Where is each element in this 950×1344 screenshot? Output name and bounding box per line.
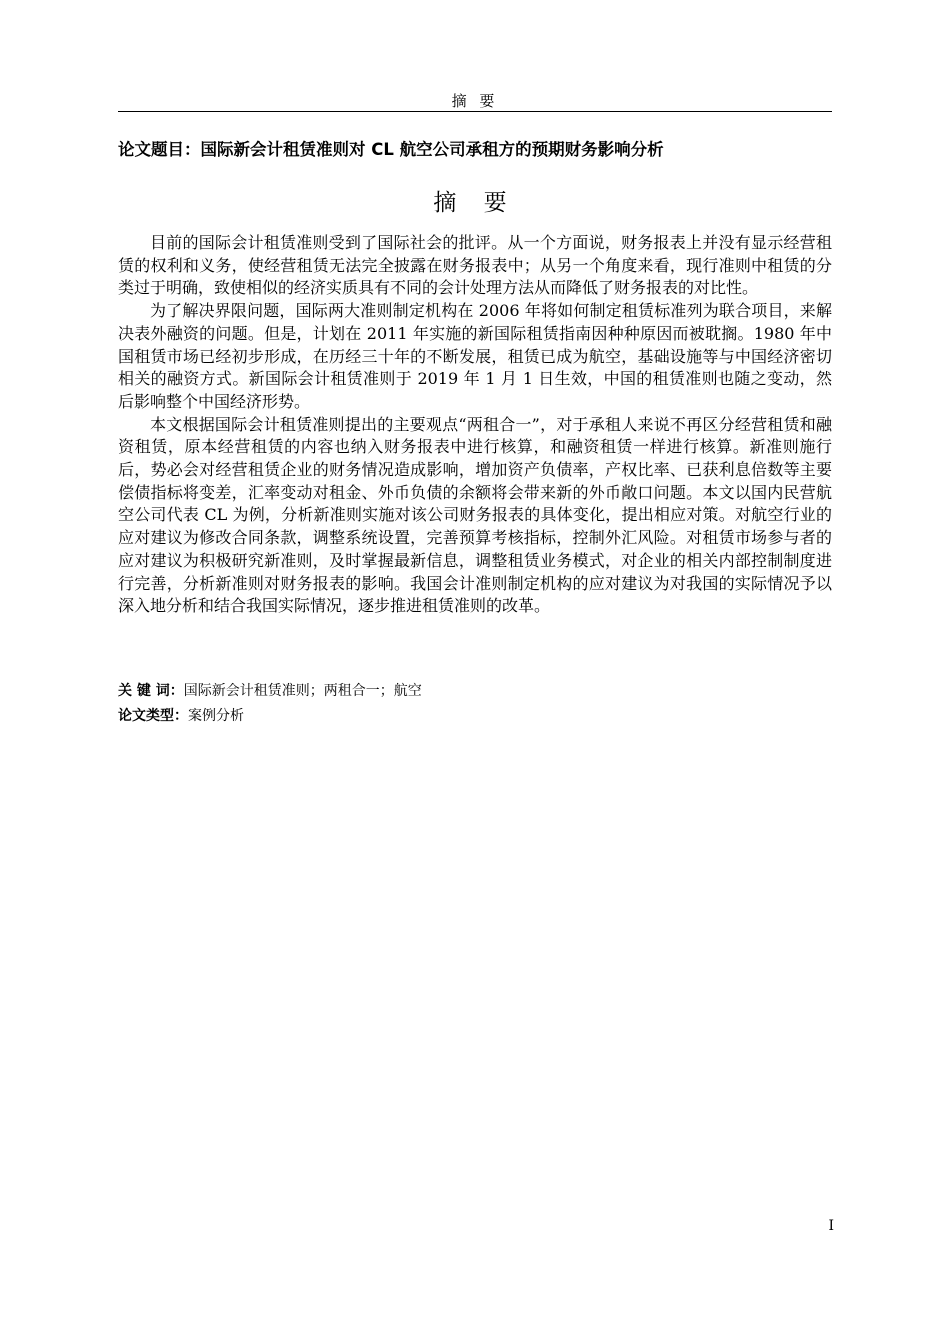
- keywords-line: [118, 680, 832, 700]
- page-number: I: [828, 1218, 834, 1234]
- abstract-body: [118, 232, 832, 618]
- thesis-title: 论文题目：国际新会计租赁准则对 CL 航空公司承租方的预期财务影响分析: [118, 140, 664, 159]
- paper-type-line: [118, 705, 832, 725]
- paper-type-value: 案例分析: [188, 708, 244, 724]
- running-header: 摘 要: [451, 92, 499, 110]
- keywords-value: 国际新会计租赁准则；两租合一；航空: [183, 683, 422, 699]
- abstract-heading: 摘 要: [433, 190, 517, 216]
- abstract-paragraph-1: 目前的国际会计租赁准则受到了国际社会的批评。从一个方面说，财务报表上并没有显示经营租赁的权利和义务，使经营租赁无法完全披露在财务报表中；从另一个角度来看，现行准则中租赁的分类过于明确，致使相似的经济实质具有不同的会计处理方法从而降低了财务报表的对比性。: [118, 233, 832, 298]
- paper-type-label: 论文类型：: [118, 708, 188, 724]
- keywords-label: 关 键 词：: [118, 683, 184, 699]
- abstract-paragraph-3: 本文根据国际会计租赁准则提出的主要观点“两租合一”，对于承租人来说不再区分经营租赁和融资租赁，原本经营租赁的内容也纳入财务报表中进行核算，和融资租赁一样进行核算。新准则施行后，势必会对经营租赁企业的财务情况造成影响，增加资产负债率，产权比率、已获利息倍数等主要偿债指标将变差，汇率变动对租金、外币负债的余额将会带来新的外币敞口问题。本文以国内民营航空公司代表 CL 为例，分析新准则实施对该公司财务报表的具体变化，提出相应对策。对航空行业的应对建议为修改合同条款，调整系统设置，完善预算考核指标，控制外汇风险。对租赁市场参与者的应对建议为积极研究新准则，及时掌握最新信息，调整租赁业务模式，对企业的相关内部控制制度进行完善，分析新准则对财务报表的影响。我国会计准则制定机构的应对建议为对我国的实际情况予以深入地分析和结合我国实际情况，逐步推进租赁准则的改革。: [118, 414, 832, 616]
- abstract-paragraph-2: 为了解决界限问题，国际两大准则制定机构在 2006 年将如何制定租赁标准列为联合项目，来解决表外融资的问题。但是，计划在 2011 年实施的新国际租赁指南因种种原因而被耽搁。1980 年中国租赁市场已经初步形成，在历经三十年的不断发展，租赁已成为航空，基础设施等与中国经济密切相关的融资方式。新国际会计租赁准则于 2019 年 1 月 1 日生效，中国的租赁准则也随之变动，然后影响整个中国经济形势。: [118, 301, 832, 411]
- header-rule: [118, 111, 832, 112]
